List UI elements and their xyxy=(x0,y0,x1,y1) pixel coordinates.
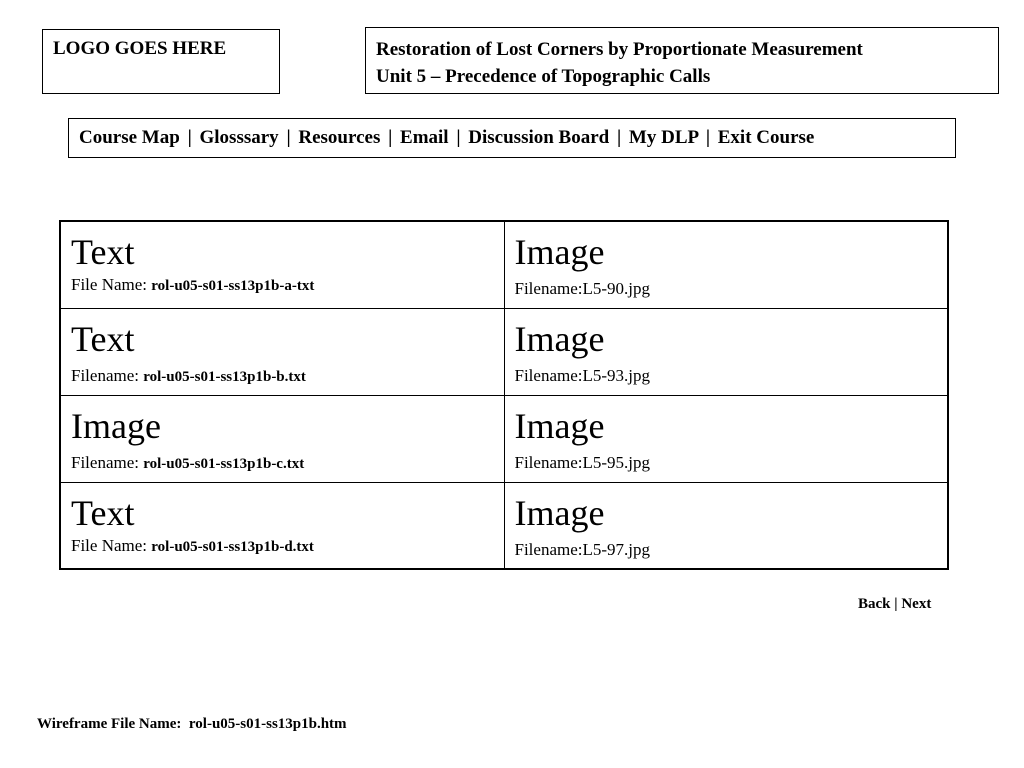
pager-nav xyxy=(858,596,931,613)
pager-separator: | xyxy=(894,596,898,612)
filename-label: Filename: xyxy=(71,452,144,472)
grid-cell-image xyxy=(60,395,504,482)
filename-value: rol-u05-s01-ss13p1b-b.txt xyxy=(143,368,306,385)
cell-filename xyxy=(71,452,494,475)
cell-filename xyxy=(71,274,494,297)
nav-discussion-board[interactable]: Discussion Board xyxy=(468,127,610,148)
grid-cell-image xyxy=(504,221,948,308)
cell-filename: Filename:L5-95.jpg xyxy=(514,452,651,472)
cell-filename: Filename:L5-90.jpg xyxy=(514,279,651,298)
course-title: Restoration of Lost Corners by Proportionate Measurement xyxy=(376,39,863,60)
cell-heading: Image xyxy=(71,405,161,446)
logo-text: LOGO GOES HERE xyxy=(53,38,227,59)
content-asset-grid xyxy=(59,220,949,570)
filename-label: File Name: xyxy=(71,535,152,555)
filename-value: rol-u05-s01-ss13p1b-d.txt xyxy=(151,538,314,555)
back-link[interactable]: Back xyxy=(858,596,891,612)
nav-separator: | xyxy=(388,127,393,148)
nav-separator: | xyxy=(705,127,710,148)
wireframe-label: Wireframe File Name: xyxy=(37,716,182,732)
grid-cell-text xyxy=(60,221,504,308)
nav-separator: | xyxy=(616,127,622,148)
cell-filename xyxy=(71,535,494,558)
next-link[interactable]: Next xyxy=(901,596,932,612)
grid-row xyxy=(60,308,948,395)
cell-heading: Text xyxy=(71,318,135,359)
nav-resources[interactable]: Resources xyxy=(298,127,381,148)
nav-exit-course[interactable]: Exit Course xyxy=(717,127,815,148)
nav-separator: | xyxy=(286,127,291,148)
cell-heading: Image xyxy=(514,318,605,359)
course-nav-bar xyxy=(68,118,956,158)
nav-my-dlp[interactable]: My DLP xyxy=(628,127,699,148)
unit-title: Unit 5 – Precedence of Topographic Calls xyxy=(376,66,711,87)
filename-label: File Name: xyxy=(71,275,152,294)
grid-row xyxy=(60,395,948,482)
cell-filename xyxy=(71,365,494,388)
filename-value: rol-u05-s01-ss13p1b-a-txt xyxy=(151,278,315,294)
grid-cell-text xyxy=(60,482,504,569)
grid-cell-text xyxy=(60,308,504,395)
cell-filename: Filename:L5-93.jpg xyxy=(514,365,651,385)
logo-placeholder xyxy=(42,29,280,94)
cell-heading: Text xyxy=(71,492,135,533)
cell-heading: Image xyxy=(514,492,605,533)
filename-value: rol-u05-s01-ss13p1b-c.txt xyxy=(143,455,305,472)
nav-separator: | xyxy=(456,127,461,148)
cell-heading: Text xyxy=(71,232,135,272)
grid-cell-image xyxy=(504,395,948,482)
grid-cell-image xyxy=(504,308,948,395)
nav-glossary[interactable]: Glosssary xyxy=(199,127,279,148)
nav-separator: | xyxy=(187,127,192,148)
nav-course-map[interactable]: Course Map xyxy=(79,127,180,148)
grid-row xyxy=(60,482,948,569)
cell-heading: Image xyxy=(514,405,605,446)
nav-email[interactable]: Email xyxy=(400,127,449,148)
grid-cell-image xyxy=(504,482,948,569)
filename-label: Filename: xyxy=(71,365,144,385)
course-title-box xyxy=(365,27,999,94)
wireframe-value: rol-u05-s01-ss13p1b.htm xyxy=(188,716,347,732)
wireframe-filename xyxy=(37,716,347,733)
cell-filename: Filename:L5-97.jpg xyxy=(514,539,651,559)
grid-row xyxy=(60,221,948,308)
cell-heading: Image xyxy=(514,232,605,272)
